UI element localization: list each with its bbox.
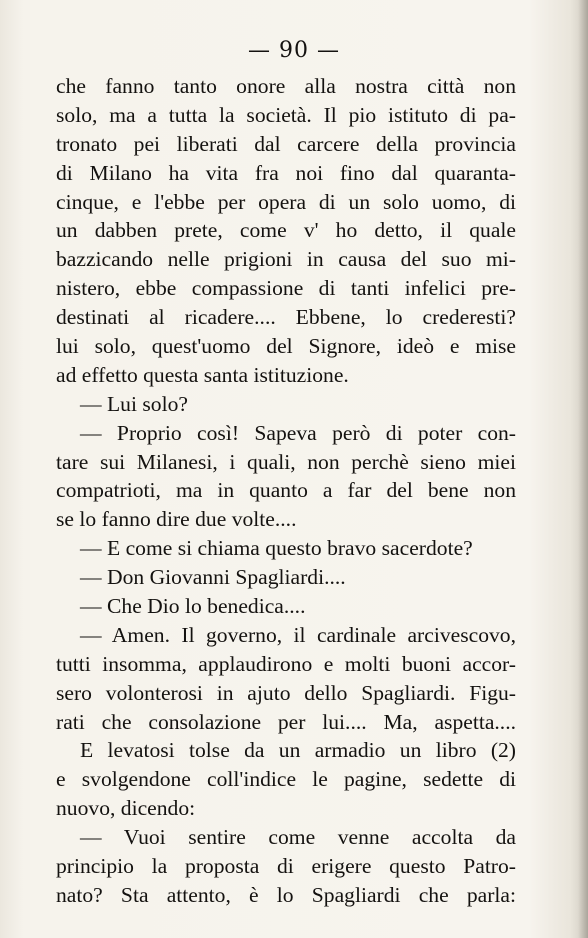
- text-line: rati che consolazione per lui.... Ma, aspetta....: [56, 709, 516, 734]
- text-line: bazzicando nelle prigioni in causa del suo mi-: [56, 247, 516, 272]
- text-line: sero volonterosi in ajuto dello Spagliardi. Figu-: [56, 680, 516, 705]
- text-line: lui solo, quest'uomo del Signore, ideò e mise: [56, 334, 516, 359]
- text-line: nuovo, dicendo:: [56, 796, 196, 821]
- text-line: — Vuoi sentire come venne accolta da: [80, 825, 516, 850]
- text-line: e svolgendone coll'indice le pagine, sedette di: [56, 767, 516, 792]
- text-line: — Lui solo?: [80, 391, 188, 416]
- text-line: — E come si chiama questo bravo sacerdote?: [80, 536, 473, 561]
- text-line: E levatosi tolse da un armadio un libro (2): [80, 738, 516, 763]
- body-text: [56, 72, 516, 910]
- text-line: — Amen. Il governo, il cardinale arcivescovo,: [80, 622, 516, 647]
- text-line: se lo fanno dire due volte....: [56, 507, 297, 532]
- text-line: — Proprio così! Sapeva però di poter con-: [80, 420, 516, 445]
- text-line: compatrioti, ma in quanto a far del bene non: [56, 478, 516, 503]
- text-line: nato? Sta attento, è lo Spagliardi che parla:: [56, 882, 516, 907]
- page-edge-shadow: [578, 0, 588, 938]
- text-line: tronato pei liberati dal carcere della provincia: [56, 131, 516, 156]
- text-line: — Che Dio lo benedica....: [80, 594, 306, 619]
- text-line: nistero, ebbe compassione di tanti infelici pre-: [56, 276, 516, 301]
- text-line: ad effetto questa santa istituzione.: [56, 362, 349, 387]
- text-line: cinque, e l'ebbe per opera di un solo uomo, di: [56, 189, 516, 214]
- text-line: di Milano ha vita fra noi fino dal quaranta-: [56, 160, 516, 185]
- text-line: tutti insomma, applaudirono e molti buoni accor-: [56, 651, 516, 676]
- text-line: solo, ma a tutta la società. Il pio istituto di pa-: [56, 102, 516, 127]
- text-line: tare sui Milanesi, i quali, non perchè sieno miei: [56, 449, 516, 474]
- text-line: — Don Giovanni Spagliardi....: [80, 565, 346, 590]
- page-number: — 90 —: [248, 38, 340, 63]
- text-line: destinati al ricadere.... Ebbene, lo crederesti?: [56, 305, 516, 330]
- text-line: principio la proposta di erigere questo Patro-: [56, 854, 516, 879]
- text-line: che fanno tanto onore alla nostra città non: [56, 74, 516, 98]
- text-line: un dabben prete, come v' ho detto, il quale: [56, 218, 516, 243]
